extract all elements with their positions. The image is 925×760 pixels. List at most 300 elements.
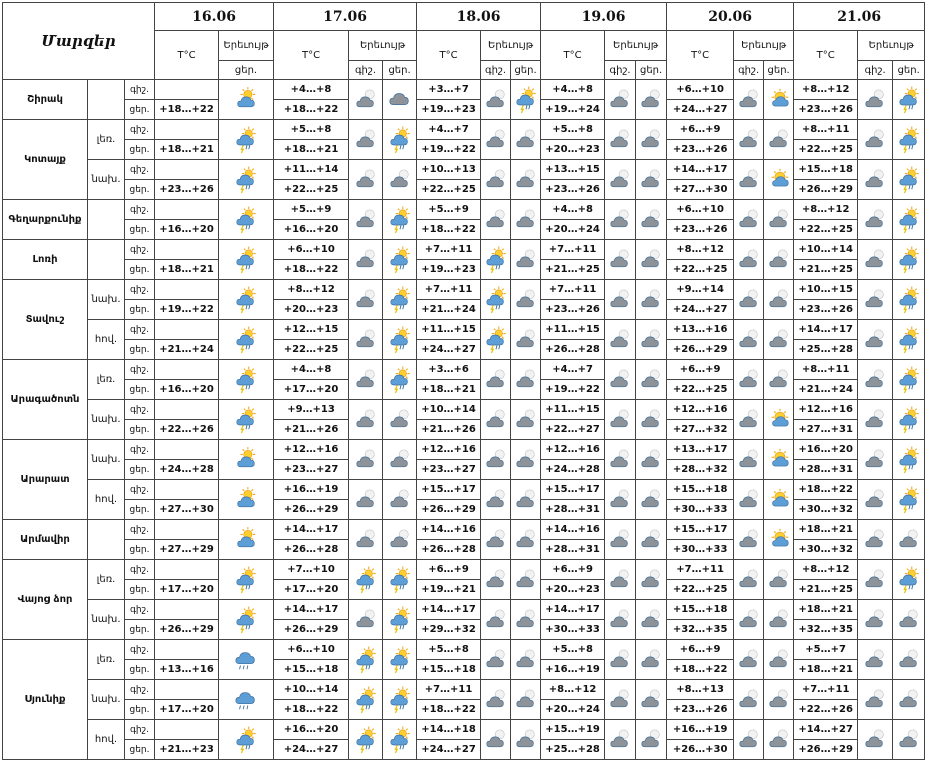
partly-cloudy-icon bbox=[858, 680, 893, 720]
partly-cloudy-icon bbox=[605, 400, 636, 440]
day-label: ցեր. bbox=[125, 460, 155, 480]
partly-cloudy-icon bbox=[734, 120, 764, 160]
thunderstorm-icon bbox=[219, 160, 274, 200]
day-label: ցեր. bbox=[125, 180, 155, 200]
temperature-cell: +27…+32 bbox=[667, 420, 734, 440]
partly-cloudy-icon bbox=[734, 440, 764, 480]
day-label: ցեր. bbox=[125, 660, 155, 680]
thunderstorm-icon bbox=[893, 200, 925, 240]
temperature-cell: +22…+26 bbox=[794, 700, 858, 720]
temperature-cell: +28…+31 bbox=[541, 500, 605, 520]
thunderstorm-icon bbox=[893, 160, 925, 200]
table-row bbox=[3, 600, 925, 620]
temperature-cell: +21…+24 bbox=[794, 380, 858, 400]
partly-cloudy-icon bbox=[636, 600, 667, 640]
partly-cloudy-icon bbox=[605, 720, 636, 760]
partly-cloudy-icon bbox=[349, 160, 383, 200]
partly-cloudy-icon bbox=[764, 560, 794, 600]
temperature-cell: +14…+16 bbox=[541, 520, 605, 540]
night-label: գիշ. bbox=[858, 61, 893, 80]
thunderstorm-icon bbox=[481, 240, 511, 280]
temperature-cell: +26…+29 bbox=[274, 620, 349, 640]
partly-cloudy-icon bbox=[764, 280, 794, 320]
temperature-cell: +19…+22 bbox=[541, 380, 605, 400]
temperature-cell: +10…+13 bbox=[417, 160, 481, 180]
night-label: գիշ. bbox=[125, 160, 155, 180]
partly-cloudy-icon bbox=[734, 680, 764, 720]
partly-cloudy-icon bbox=[511, 480, 541, 520]
temperature-cell: +15…+18 bbox=[667, 480, 734, 500]
temperature-cell bbox=[155, 560, 219, 580]
partly-cloudy-icon bbox=[481, 600, 511, 640]
thunderstorm-icon bbox=[893, 280, 925, 320]
area-label: հով. bbox=[88, 320, 125, 360]
temperature-cell: +22…+27 bbox=[541, 420, 605, 440]
temperature-cell: +19…+22 bbox=[155, 300, 219, 320]
temperature-cell: +10…+14 bbox=[794, 240, 858, 260]
partly-cloudy-icon bbox=[605, 440, 636, 480]
partly-cloudy-icon bbox=[636, 400, 667, 440]
temperature-cell: +23…+26 bbox=[541, 180, 605, 200]
partly-cloudy-icon bbox=[605, 200, 636, 240]
temperature-cell: +23…+26 bbox=[155, 180, 219, 200]
thunderstorm-icon bbox=[511, 80, 541, 120]
thunderstorm-icon bbox=[219, 240, 274, 280]
partly-cloudy-icon bbox=[349, 280, 383, 320]
area-label bbox=[88, 80, 125, 120]
temperature-cell: +24…+27 bbox=[417, 740, 481, 760]
thunderstorm-icon bbox=[893, 480, 925, 520]
partly-cloudy-icon bbox=[764, 320, 794, 360]
area-label bbox=[88, 520, 125, 560]
partly-cloudy-icon bbox=[481, 560, 511, 600]
thunderstorm-icon bbox=[383, 640, 417, 680]
thunderstorm-icon bbox=[383, 600, 417, 640]
temperature-cell: +30…+32 bbox=[794, 500, 858, 520]
temperature-cell: +24…+28 bbox=[155, 460, 219, 480]
temperature-cell: +14…+17 bbox=[667, 160, 734, 180]
day-label: ցեր. bbox=[636, 61, 667, 80]
temperature-cell: +26…+28 bbox=[274, 540, 349, 560]
temperature-cell: +11…+15 bbox=[541, 320, 605, 340]
temperature-cell: +18…+22 bbox=[417, 220, 481, 240]
temperature-cell: +5…+8 bbox=[541, 640, 605, 660]
rain-icon bbox=[219, 680, 274, 720]
temperature-cell: +6…+9 bbox=[667, 360, 734, 380]
weather-col-header: Երեւույթ bbox=[219, 31, 274, 61]
table-row bbox=[3, 680, 925, 700]
thunderstorm-icon bbox=[383, 240, 417, 280]
partly-cloudy-icon bbox=[605, 120, 636, 160]
temperature-cell: +23…+27 bbox=[417, 460, 481, 480]
temperature-cell: +20…+24 bbox=[541, 700, 605, 720]
temperature-cell: +6…+9 bbox=[667, 640, 734, 660]
partly-cloudy-icon bbox=[734, 720, 764, 760]
temperature-cell: +22…+25 bbox=[667, 260, 734, 280]
temperature-cell: +14…+17 bbox=[274, 600, 349, 620]
temperature-cell: +18…+22 bbox=[794, 480, 858, 500]
partly-cloudy-icon bbox=[636, 80, 667, 120]
partly-cloudy-icon bbox=[511, 640, 541, 680]
temperature-cell: +22…+25 bbox=[667, 380, 734, 400]
temperature-cell: +15…+17 bbox=[541, 480, 605, 500]
night-label: գիշ. bbox=[125, 120, 155, 140]
temperature-cell: +8…+11 bbox=[794, 360, 858, 380]
temperature-cell: +22…+25 bbox=[274, 180, 349, 200]
partly-cloudy-icon bbox=[481, 200, 511, 240]
temperature-cell: +12…+16 bbox=[274, 440, 349, 460]
cloudy-icon bbox=[383, 80, 417, 120]
partly-cloudy-icon bbox=[605, 680, 636, 720]
temperature-cell: +8…+13 bbox=[667, 680, 734, 700]
temperature-cell: +7…+11 bbox=[417, 280, 481, 300]
temperature-cell: +17…+20 bbox=[155, 700, 219, 720]
partly-cloudy-icon bbox=[764, 120, 794, 160]
thunderstorm-icon bbox=[383, 200, 417, 240]
partly-cloudy-icon bbox=[511, 560, 541, 600]
partly-cloudy-icon bbox=[481, 480, 511, 520]
temperature-cell bbox=[155, 400, 219, 420]
partly-cloudy-icon bbox=[734, 160, 764, 200]
temperature-cell: +6…+9 bbox=[541, 560, 605, 580]
area-label bbox=[88, 200, 125, 240]
temperature-cell: +27…+30 bbox=[155, 500, 219, 520]
temperature-cell: +19…+24 bbox=[541, 100, 605, 120]
temperature-cell: +5…+8 bbox=[417, 640, 481, 660]
temperature-cell: +9…+14 bbox=[667, 280, 734, 300]
thunderstorm-icon bbox=[893, 120, 925, 160]
partly-sunny-icon bbox=[219, 480, 274, 520]
thunderstorm-icon bbox=[219, 120, 274, 160]
temperature-cell: +28…+32 bbox=[667, 460, 734, 480]
night-label: գիշ. bbox=[481, 61, 511, 80]
sunny-icon bbox=[764, 520, 794, 560]
date-header: 18.06 bbox=[417, 3, 541, 31]
night-label: գիշ. bbox=[125, 440, 155, 460]
table-row bbox=[3, 480, 925, 500]
temperature-cell: +19…+23 bbox=[417, 260, 481, 280]
region-name: Շիրակ bbox=[3, 80, 88, 120]
temperature-cell bbox=[155, 440, 219, 460]
temperature-cell: +18…+22 bbox=[274, 700, 349, 720]
partly-sunny-icon bbox=[219, 80, 274, 120]
thunderstorm-icon bbox=[383, 680, 417, 720]
temperature-cell: +23…+26 bbox=[794, 300, 858, 320]
table-row bbox=[3, 560, 925, 580]
partly-sunny-icon bbox=[219, 520, 274, 560]
partly-cloudy-icon bbox=[511, 400, 541, 440]
day-label: ցեր. bbox=[125, 540, 155, 560]
night-label: գիշ. bbox=[125, 320, 155, 340]
temperature-cell bbox=[155, 680, 219, 700]
temp-col-header: T°C bbox=[155, 31, 219, 80]
temperature-cell: +14…+17 bbox=[794, 320, 858, 340]
temperature-cell: +21…+25 bbox=[794, 580, 858, 600]
temperature-cell: +8…+12 bbox=[794, 560, 858, 580]
night-label: գիշ. bbox=[125, 640, 155, 660]
partly-cloudy-icon bbox=[636, 480, 667, 520]
day-label: ցեր. bbox=[125, 220, 155, 240]
partly-cloudy-icon bbox=[636, 560, 667, 600]
temperature-cell bbox=[155, 600, 219, 620]
region-name: Կոտայք bbox=[3, 120, 88, 200]
temperature-cell: +6…+9 bbox=[667, 120, 734, 140]
temperature-cell: +17…+20 bbox=[274, 380, 349, 400]
partly-cloudy-icon bbox=[511, 320, 541, 360]
temperature-cell: +22…+25 bbox=[274, 340, 349, 360]
partly-cloudy-icon bbox=[383, 480, 417, 520]
rain-icon bbox=[219, 640, 274, 680]
day-label: ցեր. bbox=[125, 420, 155, 440]
region-name: Արմավիր bbox=[3, 520, 88, 560]
temperature-cell: +22…+25 bbox=[417, 180, 481, 200]
area-label: լեռ. bbox=[88, 360, 125, 400]
temperature-cell: +20…+24 bbox=[541, 220, 605, 240]
table-row bbox=[3, 280, 925, 300]
partly-cloudy-icon bbox=[858, 80, 893, 120]
temperature-cell: +18…+22 bbox=[417, 700, 481, 720]
partly-cloudy-icon bbox=[349, 400, 383, 440]
temperature-cell: +27…+31 bbox=[794, 420, 858, 440]
area-label: նախ. bbox=[88, 400, 125, 440]
partly-cloudy-icon bbox=[481, 80, 511, 120]
partly-cloudy-icon bbox=[349, 480, 383, 520]
night-label: գիշ. bbox=[125, 600, 155, 620]
temperature-cell: +18…+21 bbox=[417, 380, 481, 400]
night-label: գիշ. bbox=[125, 240, 155, 260]
temperature-cell: +16…+20 bbox=[274, 720, 349, 740]
area-label: նախ. bbox=[88, 600, 125, 640]
temperature-cell: +6…+9 bbox=[417, 560, 481, 580]
temperature-cell: +4…+8 bbox=[274, 80, 349, 100]
table-row bbox=[3, 360, 925, 380]
partly-cloudy-icon bbox=[734, 600, 764, 640]
temperature-cell: +13…+15 bbox=[541, 160, 605, 180]
weather-col-header: Երեւույթ bbox=[349, 31, 417, 61]
night-label: գիշ. bbox=[125, 80, 155, 100]
date-header: 19.06 bbox=[541, 3, 667, 31]
date-header: 17.06 bbox=[274, 3, 417, 31]
temperature-cell: +8…+12 bbox=[541, 680, 605, 700]
day-label: ցեր. bbox=[125, 620, 155, 640]
temperature-cell: +18…+22 bbox=[274, 100, 349, 120]
temperature-cell: +15…+19 bbox=[541, 720, 605, 740]
temperature-cell: +18…+22 bbox=[274, 260, 349, 280]
partly-cloudy-icon bbox=[764, 680, 794, 720]
temperature-cell: +14…+17 bbox=[274, 520, 349, 540]
table-row bbox=[3, 80, 925, 100]
partly-cloudy-icon bbox=[511, 440, 541, 480]
temperature-cell: +7…+11 bbox=[667, 560, 734, 580]
partly-cloudy-icon bbox=[605, 640, 636, 680]
temperature-cell: +16…+20 bbox=[794, 440, 858, 460]
temperature-cell: +16…+19 bbox=[541, 660, 605, 680]
night-label: գիշ. bbox=[125, 520, 155, 540]
partly-cloudy-icon bbox=[764, 200, 794, 240]
day-label: ցեր. bbox=[125, 380, 155, 400]
area-label: լեռ. bbox=[88, 120, 125, 160]
partly-cloudy-icon bbox=[734, 560, 764, 600]
day-label: ցեր. bbox=[125, 300, 155, 320]
temperature-cell: +23…+26 bbox=[541, 300, 605, 320]
area-label: նախ. bbox=[88, 160, 125, 200]
day-label: ցեր. bbox=[893, 61, 925, 80]
day-label: ցեր. bbox=[125, 740, 155, 760]
partly-cloudy-icon bbox=[858, 640, 893, 680]
temperature-cell: +27…+30 bbox=[667, 180, 734, 200]
partly-cloudy-icon bbox=[349, 360, 383, 400]
partly-cloudy-icon bbox=[734, 480, 764, 520]
temperature-cell: +24…+27 bbox=[667, 100, 734, 120]
temperature-cell: +5…+9 bbox=[417, 200, 481, 220]
temperature-cell bbox=[155, 520, 219, 540]
temperature-cell: +24…+27 bbox=[274, 740, 349, 760]
temperature-cell bbox=[155, 120, 219, 140]
temperature-cell: +23…+26 bbox=[667, 700, 734, 720]
partly-cloudy-icon bbox=[858, 360, 893, 400]
temperature-cell: +15…+18 bbox=[667, 600, 734, 620]
partly-cloudy-icon bbox=[893, 640, 925, 680]
temperature-cell: +24…+27 bbox=[667, 300, 734, 320]
temperature-cell: +11…+14 bbox=[274, 160, 349, 180]
thunderstorm-icon bbox=[383, 120, 417, 160]
table-row bbox=[3, 440, 925, 460]
partly-cloudy-icon bbox=[511, 160, 541, 200]
night-label: գիշ. bbox=[734, 61, 764, 80]
partly-cloudy-icon bbox=[734, 200, 764, 240]
partly-cloudy-icon bbox=[858, 720, 893, 760]
temperature-cell: +15…+18 bbox=[417, 660, 481, 680]
area-label: լեռ. bbox=[88, 560, 125, 600]
partly-cloudy-icon bbox=[764, 720, 794, 760]
temperature-cell: +32…+35 bbox=[667, 620, 734, 640]
area-label: նախ. bbox=[88, 280, 125, 320]
thunderstorm-icon bbox=[383, 560, 417, 600]
partly-cloudy-icon bbox=[734, 520, 764, 560]
temperature-cell: +20…+23 bbox=[541, 580, 605, 600]
temperature-cell: +13…+16 bbox=[155, 660, 219, 680]
temperature-cell: +8…+12 bbox=[274, 280, 349, 300]
temperature-cell: +4…+8 bbox=[274, 360, 349, 380]
thunderstorm-icon bbox=[349, 640, 383, 680]
table-row bbox=[3, 400, 925, 420]
partly-cloudy-icon bbox=[636, 120, 667, 160]
temperature-cell: +21…+26 bbox=[274, 420, 349, 440]
partly-cloudy-icon bbox=[511, 720, 541, 760]
thunderstorm-icon bbox=[219, 320, 274, 360]
partly-cloudy-icon bbox=[636, 640, 667, 680]
temperature-cell: +30…+33 bbox=[541, 620, 605, 640]
thunderstorm-icon bbox=[219, 400, 274, 440]
thunderstorm-icon bbox=[219, 200, 274, 240]
table-row bbox=[3, 120, 925, 140]
partly-cloudy-icon bbox=[858, 240, 893, 280]
temperature-cell: +5…+9 bbox=[274, 200, 349, 220]
temperature-cell: +22…+25 bbox=[794, 220, 858, 240]
partly-cloudy-icon bbox=[893, 680, 925, 720]
night-label: գիշ. bbox=[605, 61, 636, 80]
thunderstorm-icon bbox=[893, 400, 925, 440]
temperature-cell: +26…+28 bbox=[417, 540, 481, 560]
temperature-cell: +21…+24 bbox=[417, 300, 481, 320]
temperature-cell: +14…+17 bbox=[541, 600, 605, 620]
temperature-cell: +16…+20 bbox=[274, 220, 349, 240]
partly-cloudy-icon bbox=[734, 360, 764, 400]
temperature-cell: +7…+10 bbox=[274, 560, 349, 580]
thunderstorm-icon bbox=[893, 560, 925, 600]
partly-cloudy-icon bbox=[349, 200, 383, 240]
temperature-cell: +23…+27 bbox=[274, 460, 349, 480]
temperature-cell: +16…+20 bbox=[155, 220, 219, 240]
table-row bbox=[3, 640, 925, 660]
temperature-cell: +17…+20 bbox=[274, 580, 349, 600]
partly-cloudy-icon bbox=[481, 640, 511, 680]
temperature-cell bbox=[155, 640, 219, 660]
regions-header: Մարզեր bbox=[3, 3, 155, 80]
thunderstorm-icon bbox=[893, 80, 925, 120]
partly-cloudy-icon bbox=[481, 720, 511, 760]
partly-cloudy-icon bbox=[734, 280, 764, 320]
day-label: ցեր. bbox=[125, 500, 155, 520]
temperature-cell: +8…+12 bbox=[667, 240, 734, 260]
temperature-cell: +6…+10 bbox=[274, 640, 349, 660]
partly-cloudy-icon bbox=[734, 240, 764, 280]
temperature-cell bbox=[155, 240, 219, 260]
partly-cloudy-icon bbox=[734, 640, 764, 680]
temp-col-header: T°C bbox=[541, 31, 605, 80]
partly-cloudy-icon bbox=[893, 600, 925, 640]
table-row bbox=[3, 200, 925, 220]
thunderstorm-icon bbox=[893, 440, 925, 480]
temperature-cell: +26…+29 bbox=[794, 180, 858, 200]
partly-cloudy-icon bbox=[511, 240, 541, 280]
temperature-cell: +21…+25 bbox=[794, 260, 858, 280]
temperature-cell: +20…+23 bbox=[541, 140, 605, 160]
table-row bbox=[3, 160, 925, 180]
temperature-cell: +24…+28 bbox=[541, 460, 605, 480]
partly-cloudy-icon bbox=[858, 480, 893, 520]
temperature-cell: +13…+17 bbox=[667, 440, 734, 460]
area-label: լեռ. bbox=[88, 640, 125, 680]
temperature-cell: +7…+11 bbox=[417, 680, 481, 700]
partly-cloudy-icon bbox=[636, 240, 667, 280]
thunderstorm-icon bbox=[383, 720, 417, 760]
thunderstorm-icon bbox=[349, 720, 383, 760]
table-row bbox=[3, 240, 925, 260]
partly-cloudy-icon bbox=[605, 280, 636, 320]
temperature-cell: +6…+10 bbox=[667, 200, 734, 220]
temperature-cell: +12…+15 bbox=[274, 320, 349, 340]
temperature-cell: +26…+29 bbox=[155, 620, 219, 640]
temperature-cell: +21…+25 bbox=[541, 260, 605, 280]
temperature-cell: +18…+21 bbox=[155, 140, 219, 160]
temperature-cell: +7…+11 bbox=[417, 240, 481, 260]
sunny-icon bbox=[764, 160, 794, 200]
partly-cloudy-icon bbox=[349, 320, 383, 360]
area-label bbox=[88, 240, 125, 280]
temperature-cell: +19…+23 bbox=[417, 100, 481, 120]
temperature-cell: +23…+26 bbox=[667, 220, 734, 240]
temperature-cell: +11…+15 bbox=[417, 320, 481, 340]
temperature-cell: +22…+25 bbox=[667, 580, 734, 600]
temperature-cell: +15…+17 bbox=[667, 520, 734, 540]
temperature-cell: +26…+29 bbox=[794, 740, 858, 760]
partly-cloudy-icon bbox=[605, 80, 636, 120]
partly-sunny-icon bbox=[219, 440, 274, 480]
temperature-cell: +22…+26 bbox=[155, 420, 219, 440]
region-name: Արագածոտն bbox=[3, 360, 88, 440]
temperature-cell: +25…+28 bbox=[541, 740, 605, 760]
